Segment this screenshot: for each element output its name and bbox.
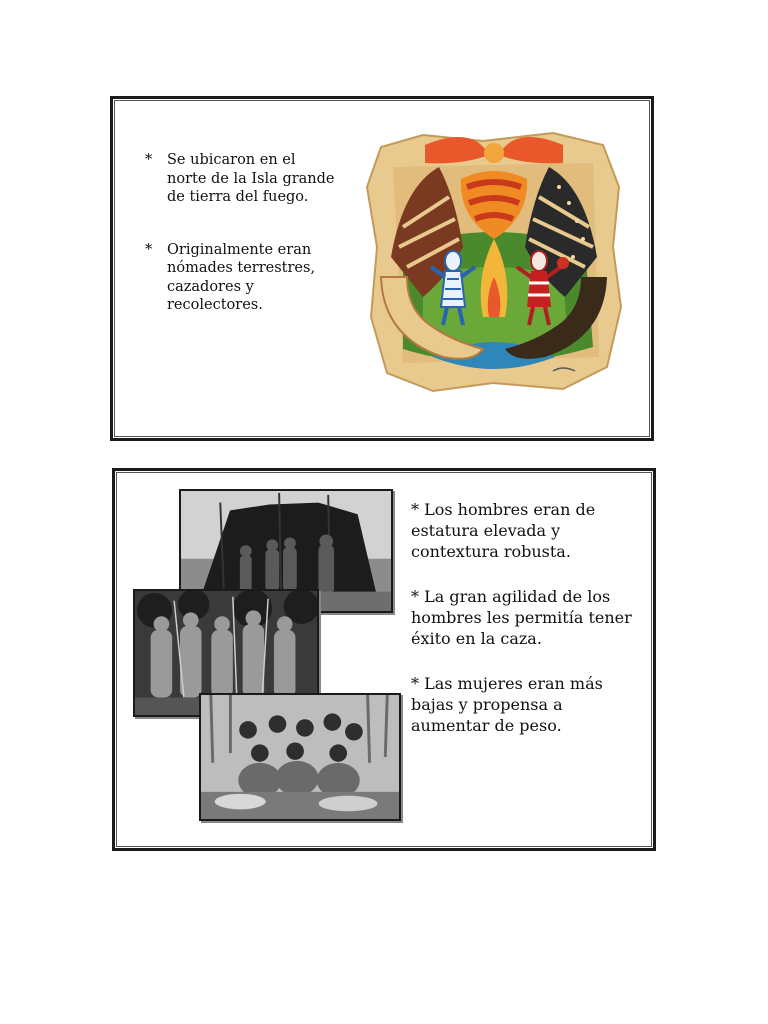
bullet-text: Los hombres eran de estatura elevada y contextura robusta. — [411, 500, 596, 561]
bullet-text: La gran agilidad de los hombres les permitía tener éxito en la caza. — [411, 587, 632, 648]
slide-2-bullet-1 — [411, 499, 643, 562]
slide-2 — [112, 468, 656, 851]
slide-1 — [110, 96, 654, 441]
slide-1-bullet-2 — [145, 241, 335, 315]
historical-photo-women-seated — [199, 693, 401, 821]
bullet-text: Se ubicaron en el norte de la Isla grande de tierra del fuego. — [167, 152, 335, 205]
bullet-marker: * — [411, 500, 419, 519]
slide-1-bullet-list — [145, 151, 335, 315]
slide-2-bullet-list — [411, 499, 643, 736]
bullet-marker: * — [145, 152, 153, 168]
selknam-mural-illustration — [363, 127, 625, 395]
bullet-marker: * — [411, 587, 419, 606]
bullet-text: Las mujeres eran más bajas y propensa a aumentar de peso. — [411, 674, 603, 735]
bullet-marker: * — [411, 674, 419, 693]
bullet-text: Originalmente eran nómades terrestres, cazadores y recolectores. — [167, 241, 316, 313]
bullet-marker: * — [145, 241, 153, 258]
slide-2-bullet-3 — [411, 673, 643, 736]
slide-1-bullet-1 — [145, 151, 335, 207]
slide-2-bullet-2 — [411, 586, 643, 649]
